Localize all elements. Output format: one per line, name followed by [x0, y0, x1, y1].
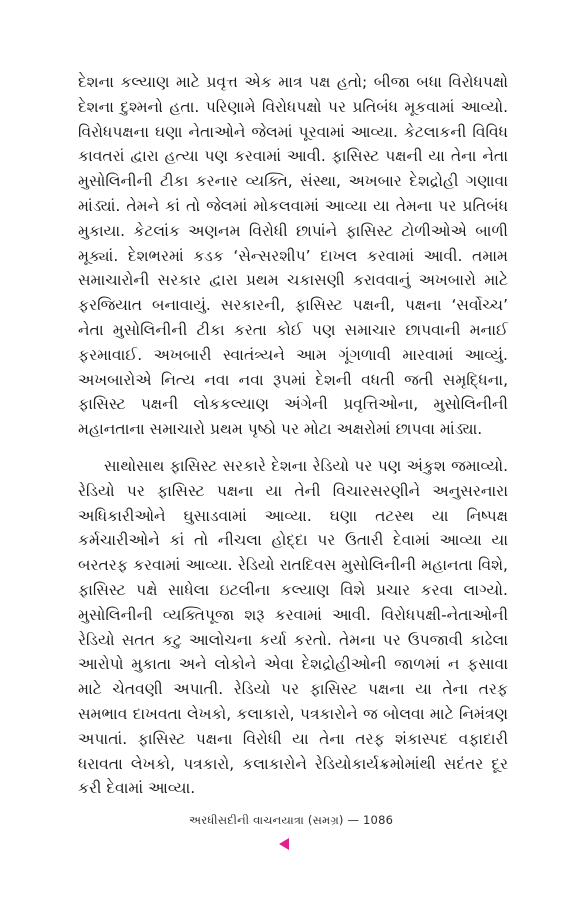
- paragraph-1: દેશના કલ્યાણ માટે પ્રવૃત્ત એક માત્ર પક્ષ હતો; બીજા બધા વિરોધપક્ષો દેશના દુશ્મનો હતા. પરિણામે વિરોધપક્ષો પર પ્રતિબંધ મૂકવામાં આવ્યો. વિરોધપક્ષના ઘણા નેતાઓને જેલમાં પૂરવામાં આવ્યા. કેટલાકની વિવિધ કાવતરાં દ્વારા હત્યા પણ કરવામાં આવી. ફાસિસ્ટ પક્ષની યા તેના નેતા મુસોલિનીની ટીકા કરનાર વ્યક્તિ, સંસ્થા, અખબાર દેશદ્રોહી ગણાવા માંડ્યાં. તેમને કાં તો જેલમાં મોકલવામાં આવ્યા યા તેમના પર પ્રતિબંધ મુકાયા. કેટલાંક અણનમ વિરોધી છાપાંને ફાસિસ્ટ ટોળીઓએ બાળી મૂક્યાં. દેશભરમાં કડક ‘સેન્સરશીપ’ દાખલ કરવામાં આવી. તમામ સમાચારોની સરકાર દ્વારા પ્રથમ ચકાસણી કરાવવાનું અખબારો માટે ફરજિયાત બનાવાયું. સરકારની, ફાસિસ્ટ પક્ષની, પક્ષના ‘સર્વોચ્ચ’ નેતા મુસોલિનીની ટીકા કરતા કોઈ પણ સમાચાર છાપવાની મનાઈ ફરમાવાઈ. અખબારી સ્વાતંત્ર્યને આમ ગૂંગળાવી મારવામાં આવ્યું. અખબારોએ નિત્ય નવા નવા રૂપમાં દેશની વધતી જતી સમૃદ્ધિના, ફાસિસ્ટ પક્ષની લોકકલ્યાણ અંગેની પ્રવૃત્તિઓના, મુસોલિનીની મહાનતાના સમાચારો પ્રથમ પૃષ્ઠો પર મોટા અક્ષરોમાં છાપવા માંડ્યા.: [78, 73, 508, 439]
- previous-page-icon[interactable]: [279, 838, 289, 850]
- paragraph-2: સાથોસાથ ફાસિસ્ટ સરકારે દેશના રેડિયો પર પણ અંકુશ જમાવ્યો. રેડિયો પર ફાસિસ્ટ પક્ષના યા તેની વિચારસરણીને અનુસરનારા અધિકારીઓને ઘુસાડવામાં આવ્યા. ઘણા તટસ્થ યા નિષ્પક્ષ કર્મચારીઓને કાં તો નીચલા હોદ્દા પર ઉતારી દેવામાં આવ્યા યા બરતરફ કરવામાં આવ્યા. રેડિયો રાતદિવસ મુસોલિનીની મહાનતા વિશે, ફાસિસ્ટ પક્ષે સાધેલા ઇટલીના કલ્યાણ વિશે પ્રચાર કરવા લાગ્યો. મુસોલિનીની વ્યક્તિપૂજા શરૂ કરવામાં આવી. વિરોધપક્ષી-નેતાઓની રેડિયો સતત કટુ આલોચના કર્યા કરતો. તેમના પર ઉપજાવી કાઢેલા આરોપો મુકાતા અને લોકોને એવા દેશદ્રોહીઓની જાળમાં ન ફસાવા માટે ચેતવણી અપાતી. રેડિયો પર ફાસિસ્ટ પક્ષના યા તેના તરફ સમભાવ દાખવતા લેખકો, કલાકારો, પત્રકારોને જ બોલવા માટે નિમંત્રણ અપાતાં. ફાસિસ્ટ પક્ષના વિરોધી યા તેના તરફ શંકાસ્પદ વફાદારી ધરાવતા લેખકો, પત્રકારો, કલાકારોને રેડિયોકાર્યક્રમોમાંથી સદંતર દૂર કરી દેવામાં આવ્યા.: [78, 456, 508, 798]
- body-text: [78, 70, 508, 801]
- page-footer: અરધીસદીની વાચનયાત્રા (સમગ્ર) — 1086: [188, 813, 394, 827]
